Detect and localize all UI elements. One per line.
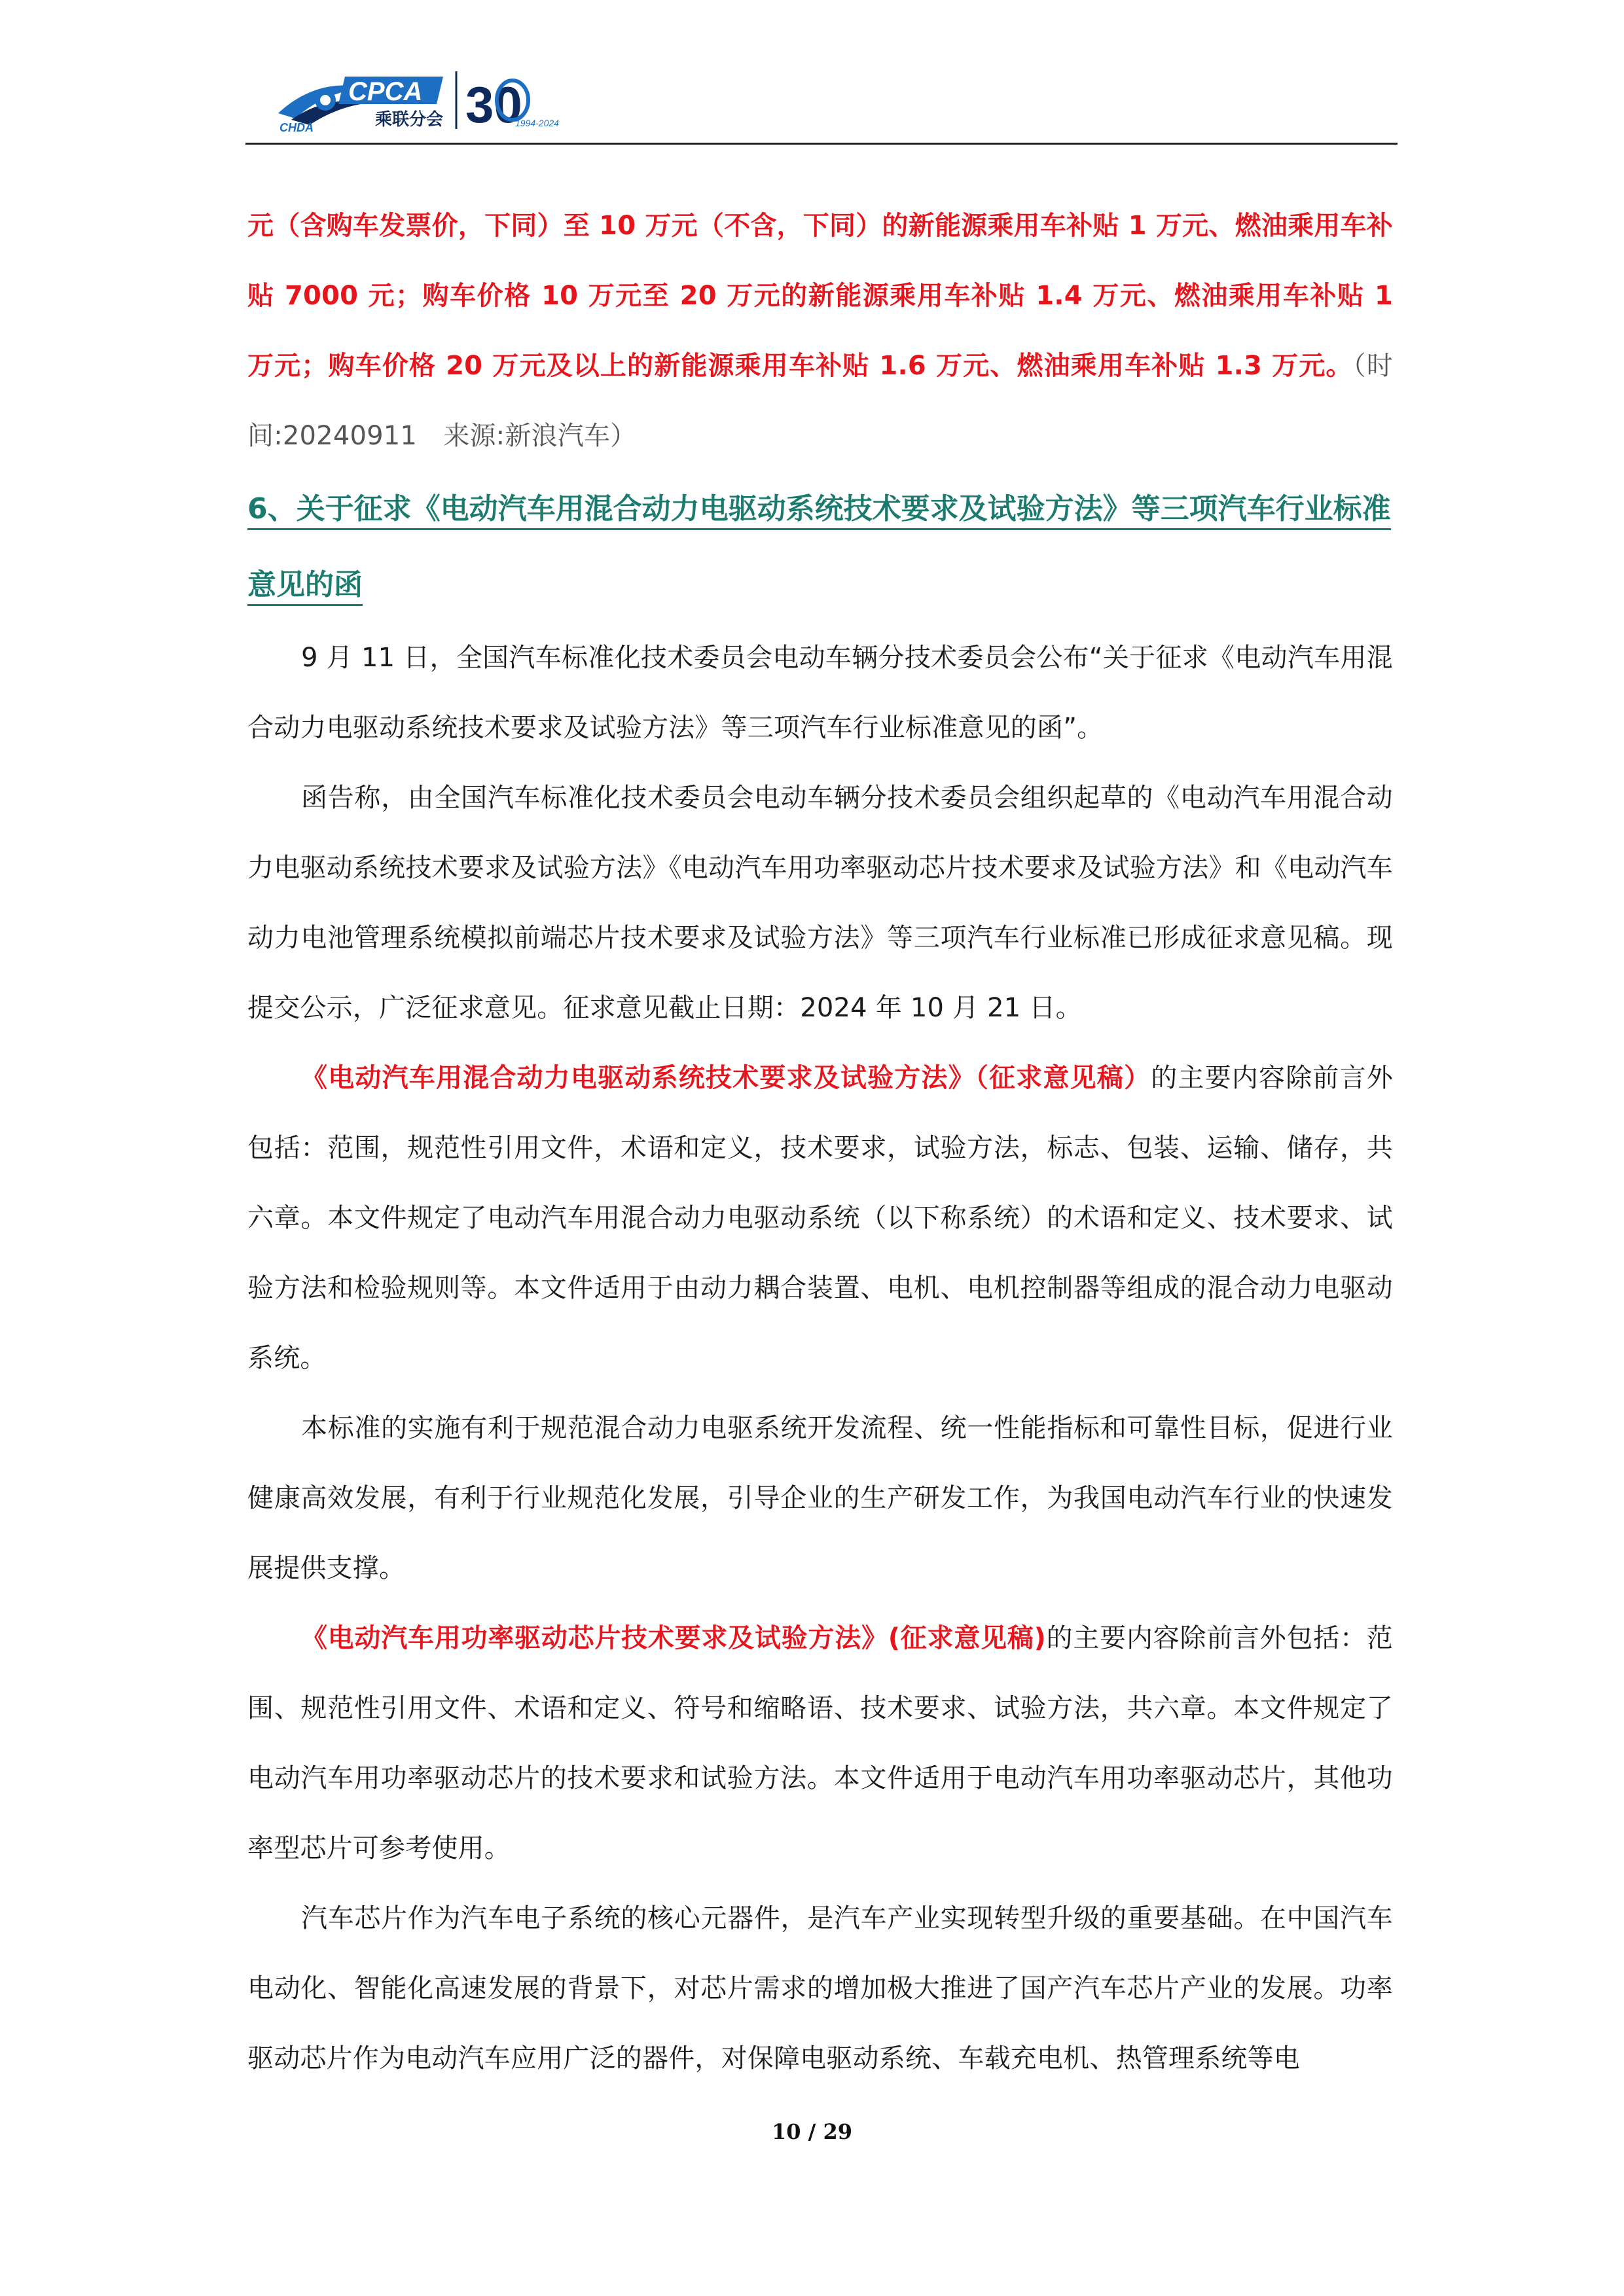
paragraph-power-chip-standard <box>247 1604 1393 1884</box>
power-chip-standard-title: 《电动汽车用功率驱动芯片技术要求及试验方法》(征求意见稿) <box>301 1623 1047 1653</box>
page-total: 29 <box>823 2119 853 2144</box>
svg-text:CPCA: CPCA <box>348 77 423 106</box>
paragraph-letter-summary: 函告称，由全国汽车标准化技术委员会电动车辆分技术委员会组织起草的《电动汽车用混合动力电驱动系统技术要求及试验方法》《电动汽车用功率驱动芯片技术要求及试验方法》和《电动汽车动力电池管理系统模拟前端芯片技术要求及试验方法》等三项汽车行业标准已形成征求意见稿。现提交公示，广泛征求意见。征求意见截止日期：2024 年 10 月 21 日。 <box>247 783 1393 1023</box>
subsidy-highlight-text: 元（含购车发票价，下同）至 10 万元（不含，下同）的新能源乘用车补贴 1 万元、燃油乘用车补贴 7000 元；购车价格 10 万元至 20 万元的新能源乘用车补贴 1.4 万元、燃油乘用车补贴 1 万元；购车价格 20 万元及以上的新能源乘用车补贴 1.6 万元、燃油乘用车补贴 1.3 万元。 <box>247 211 1393 381</box>
svg-text:1994-2024: 1994-2024 <box>515 118 559 128</box>
anniversary-30-mark <box>465 76 559 134</box>
paragraph-announcement: 9 月 11 日，全国汽车标准化技术委员会电动车辆分技术委员会公布“关于征求《电动汽车用混合动力电驱动系统技术要求及试验方法》等三项汽车行业标准意见的函”。 <box>247 643 1393 743</box>
paragraph-chip-background: 汽车芯片作为汽车电子系统的核心元器件，是汽车产业实现转型升级的重要基础。在中国汽车电动化、智能化高速发展的背景下，对芯片需求的增加极大推进了国产汽车芯片产业的发展。功率驱动芯片作为电动汽车应用广泛的器件，对保障电驱动系统、车载充电机、热管理系统等电 <box>247 1903 1393 2073</box>
page-header <box>245 62 1398 144</box>
header-divider <box>245 143 1398 145</box>
paragraph-subsidy-continued <box>247 191 1393 471</box>
cpca-wordmark <box>338 77 443 130</box>
cpca-logo <box>265 62 605 134</box>
svg-text:CHDA: CHDA <box>280 121 314 134</box>
page-separator: / <box>808 2119 816 2144</box>
hybrid-standard-title: 《电动汽车用混合动力电驱动系统技术要求及试验方法》（征求意见稿） <box>301 1063 1151 1093</box>
section-heading-text: 6、关于征求《电动汽车用混合动力电驱动系统技术要求及试验方法》等三项汽车行业标准意见的函 <box>247 492 1391 606</box>
source-note: （时间:20240911 来源:新浪汽车） <box>247 351 1393 451</box>
paragraph-standard-benefits: 本标准的实施有利于规范混合动力电驱系统开发流程、统一性能指标和可靠性目标，促进行业健康高效发展，有利于行业规范化发展，引导企业的生产研发工作，为我国电动汽车行业的快速发展提供支撑。 <box>247 1413 1393 1583</box>
hybrid-standard-description: 的主要内容除前言外包括：范围，规范性引用文件，术语和定义，技术要求，试验方法，标志、包装、运输、储存，共六章。本文件规定了电动汽车用混合动力电驱动系统（以下称系统）的术语和定义、技术要求、试验方法和检验规则等。本文件适用于由动力耦合装置、电机、电机控制器等组成的混合动力电驱动系统。 <box>247 1063 1393 1373</box>
page-current: 10 <box>771 2119 801 2144</box>
page-number <box>0 2119 1624 2144</box>
section-heading-6 <box>247 471 1393 623</box>
power-chip-standard-description: 的主要内容除前言外包括：范围、规范性引用文件、术语和定义、符号和缩略语、技术要求、试验方法，共六章。本文件规定了电动汽车用功率驱动芯片的技术要求和试验方法。本文件适用于电动汽车用功率驱动芯片，其他功率型芯片可参考使用。 <box>247 1623 1393 1863</box>
document-body <box>247 191 1393 2094</box>
svg-text:30: 30 <box>465 76 522 134</box>
svg-text:乘联分会: 乘联分会 <box>375 110 444 130</box>
paragraph-hybrid-standard <box>247 1043 1393 1393</box>
